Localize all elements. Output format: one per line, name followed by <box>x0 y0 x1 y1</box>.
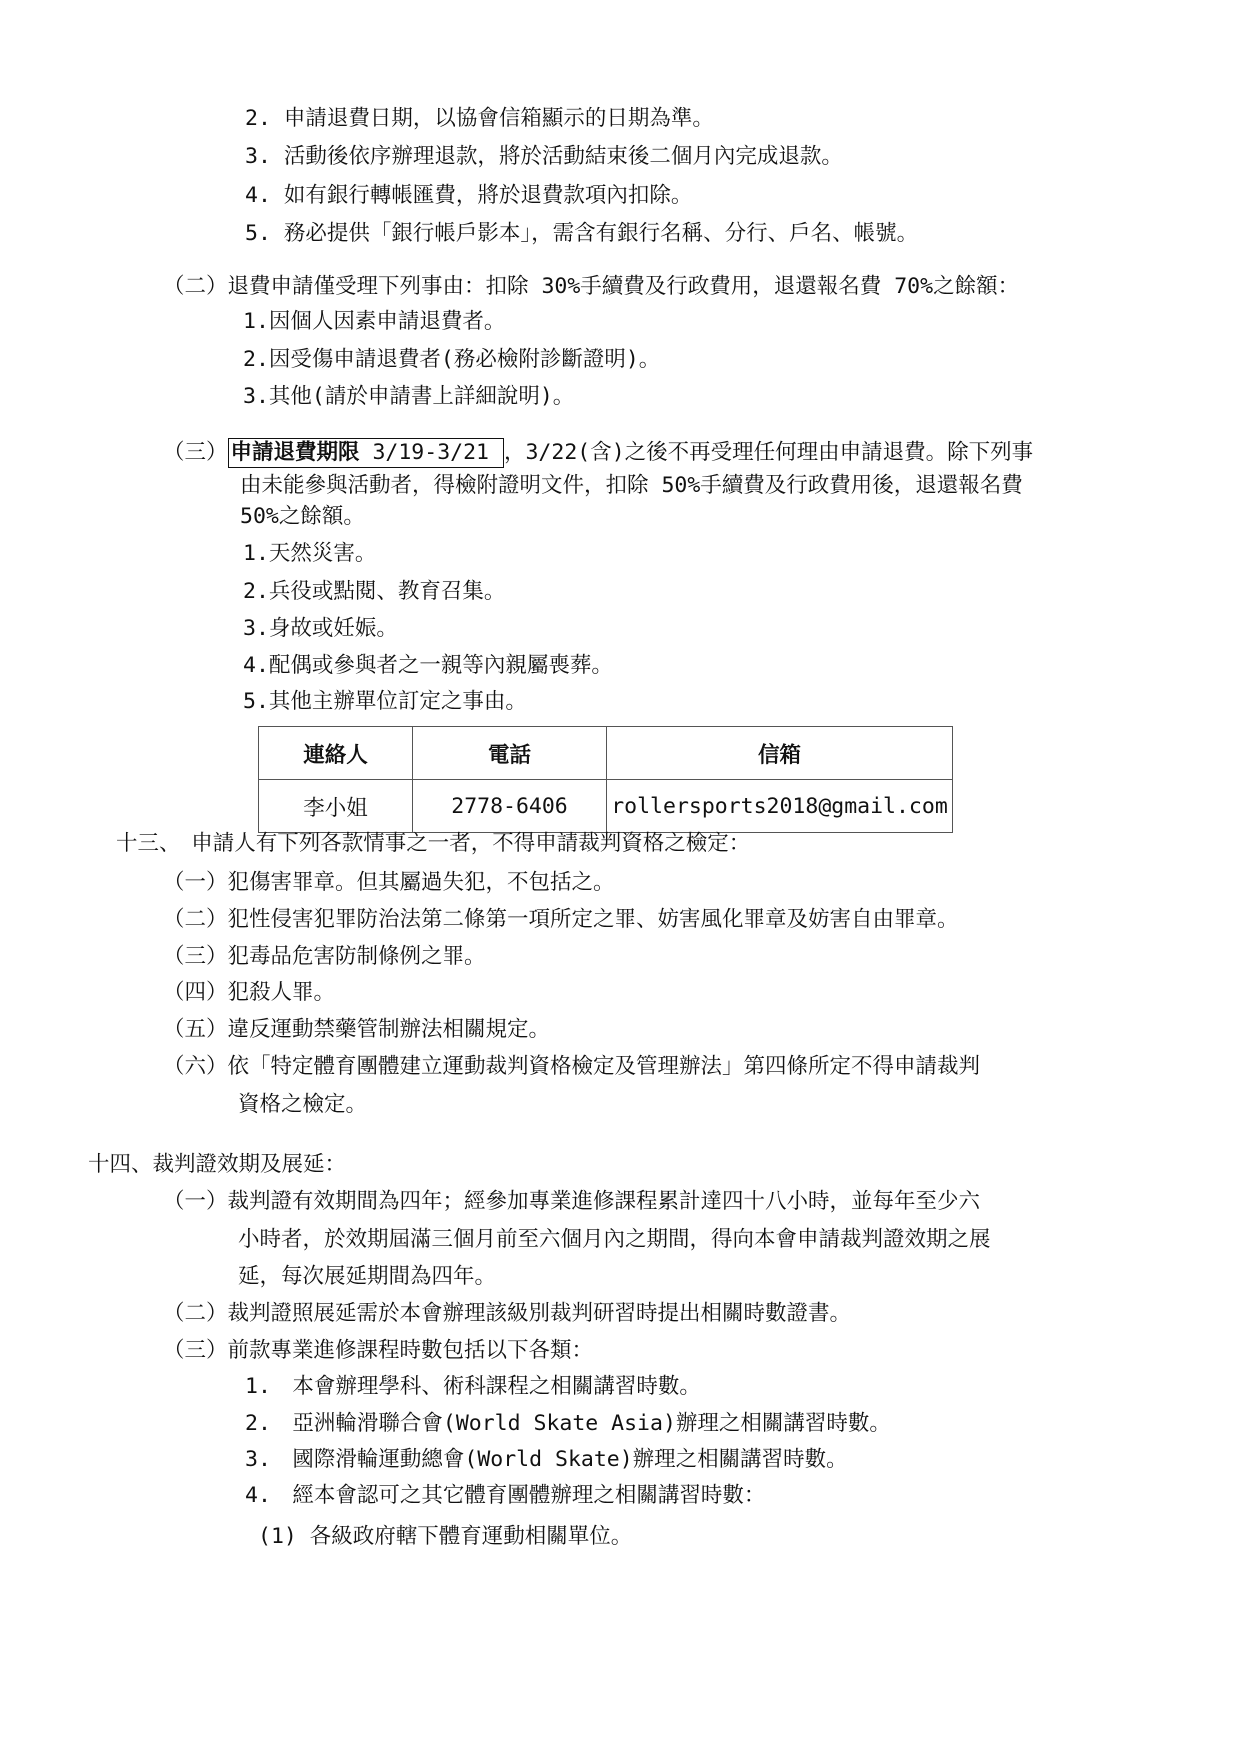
contact-email: rollersports2018@gmail.com <box>607 780 953 833</box>
course-type-4-sub-1: (1) 各級政府轄下體育運動相關單位。 <box>258 1524 633 1549</box>
disqualification-3 <box>163 942 486 972</box>
refund-reason-1: 1.因個人因素申請退費者。 <box>243 309 506 334</box>
header-email: 信箱 <box>607 727 953 780</box>
validity-item-1 <box>163 1187 980 1217</box>
table-row <box>259 780 953 833</box>
contact-table <box>258 726 953 833</box>
header-phone: 電話 <box>413 727 607 780</box>
section-14-heading: 十四、裁判證效期及展延： <box>88 1152 347 1177</box>
refund-section-3-line2: 由未能參與活動者，得檢附證明文件，扣除 50%手續費及行政費用後，退還報名費 <box>240 473 1023 498</box>
validity-item-1-line2: 小時者，於效期屆滿三個月前至六個月內之期間，得向本會申請裁判證效期之展 <box>238 1227 991 1252</box>
exception-3: 3.身故或妊娠。 <box>243 616 398 641</box>
item-marker: （一） <box>163 1189 228 1214</box>
exception-1: 1.天然災害。 <box>243 541 377 566</box>
section-text: 退費申請僅受理下列事由：扣除 30%手續費及行政費用，退還報名費 70%之餘額： <box>227 274 1020 299</box>
exception-5: 5.其他主辦單位訂定之事由。 <box>243 689 527 714</box>
disqualification-4 <box>163 978 335 1008</box>
item-text: 裁判證有效期間為四年；經參加專業進修課程累計達四十八小時，並每年至少六 <box>227 1189 981 1214</box>
item-marker: （一） <box>163 870 228 895</box>
course-type-1: 1. 本會辦理學科、術科課程之相關講習時數。 <box>245 1374 701 1399</box>
section-text: ，3/22(含)之後不再受理任何理由申請退費。除下列事 <box>503 440 1034 465</box>
exception-2: 2.兵役或點閱、教育召集。 <box>243 579 506 604</box>
course-type-3: 3. 國際滑輪運動總會(World Skate)辦理之相關講習時數。 <box>245 1447 848 1472</box>
deadline-dates: 3/19-3/21 <box>359 440 489 465</box>
course-type-2: 2. 亞洲輪滑聯合會(World Skate Asia)辦理之相關講習時數。 <box>245 1411 891 1436</box>
item-text: 犯殺人罪。 <box>227 980 336 1005</box>
item-marker: （二） <box>163 907 228 932</box>
item-marker: （二） <box>163 1301 228 1326</box>
validity-item-3 <box>163 1336 593 1366</box>
item-marker: （六） <box>163 1054 228 1079</box>
refund-item-3: 3. 活動後依序辦理退款，將於活動結束後二個月內完成退款。 <box>245 144 843 169</box>
disqualification-6 <box>163 1052 980 1082</box>
item-text: 依「特定體育團體建立運動裁判資格檢定及管理辦法」第四條所定不得申請裁判 <box>227 1054 981 1079</box>
item-marker: （四） <box>163 980 228 1005</box>
item-marker: （三） <box>163 1338 228 1363</box>
validity-item-2 <box>163 1299 851 1329</box>
contact-phone: 2778-6406 <box>413 780 607 833</box>
section-marker: （三） <box>163 440 228 465</box>
validity-item-1-line3: 延，每次展延期間為四年。 <box>238 1264 497 1289</box>
item-text: 犯傷害罪章。但其屬過失犯，不包括之。 <box>227 870 615 895</box>
disqualification-5 <box>163 1015 550 1045</box>
item-text: 裁判證照展延需於本會辦理該級別裁判研習時提出相關時數證書。 <box>227 1301 852 1326</box>
refund-item-4: 4. 如有銀行轉帳匯費，將於退費款項內扣除。 <box>245 183 693 208</box>
refund-section-3 <box>163 438 1033 468</box>
section-marker: （二） <box>163 274 228 299</box>
deadline-label: 申請退費期限 <box>230 440 360 465</box>
refund-reason-2: 2.因受傷申請退費者(務必檢附診斷證明)。 <box>243 347 661 372</box>
exception-4: 4.配偶或參與者之一親等內親屬喪葬。 <box>243 653 613 678</box>
item-text: 犯毒品危害防制條例之罪。 <box>227 944 486 969</box>
item-marker: （五） <box>163 1017 228 1042</box>
item-text: 違反運動禁藥管制辦法相關規定。 <box>227 1017 551 1042</box>
contact-name: 李小姐 <box>259 780 413 833</box>
course-type-4: 4. 經本會認可之其它體育團體辦理之相關講習時數： <box>245 1483 766 1508</box>
disqualification-1 <box>163 868 615 898</box>
header-contact: 連絡人 <box>259 727 413 780</box>
item-marker: （三） <box>163 944 228 969</box>
item-text: 犯性侵害犯罪防治法第二條第一項所定之罪、妨害風化罪章及妨害自由罪章。 <box>227 907 959 932</box>
refund-item-2: 2. 申請退費日期，以協會信箱顯示的日期為準。 <box>245 106 714 131</box>
refund-deadline-box <box>228 438 504 468</box>
refund-section-2 <box>163 272 1019 302</box>
disqualification-2 <box>163 905 959 935</box>
table-header-row <box>259 727 953 780</box>
refund-item-5: 5. 務必提供「銀行帳戶影本」，需含有銀行名稱、分行、戶名、帳號。 <box>245 221 919 246</box>
disqualification-6-cont: 資格之檢定。 <box>238 1092 368 1117</box>
section-13-heading: 十三、 申請人有下列各款情事之一者，不得申請裁判資格之檢定： <box>116 831 751 856</box>
refund-section-3-line3: 50%之餘額。 <box>240 504 365 529</box>
item-text: 前款專業進修課程時數包括以下各類： <box>227 1338 594 1363</box>
refund-reason-3: 3.其他(請於申請書上詳細說明)。 <box>243 384 575 409</box>
